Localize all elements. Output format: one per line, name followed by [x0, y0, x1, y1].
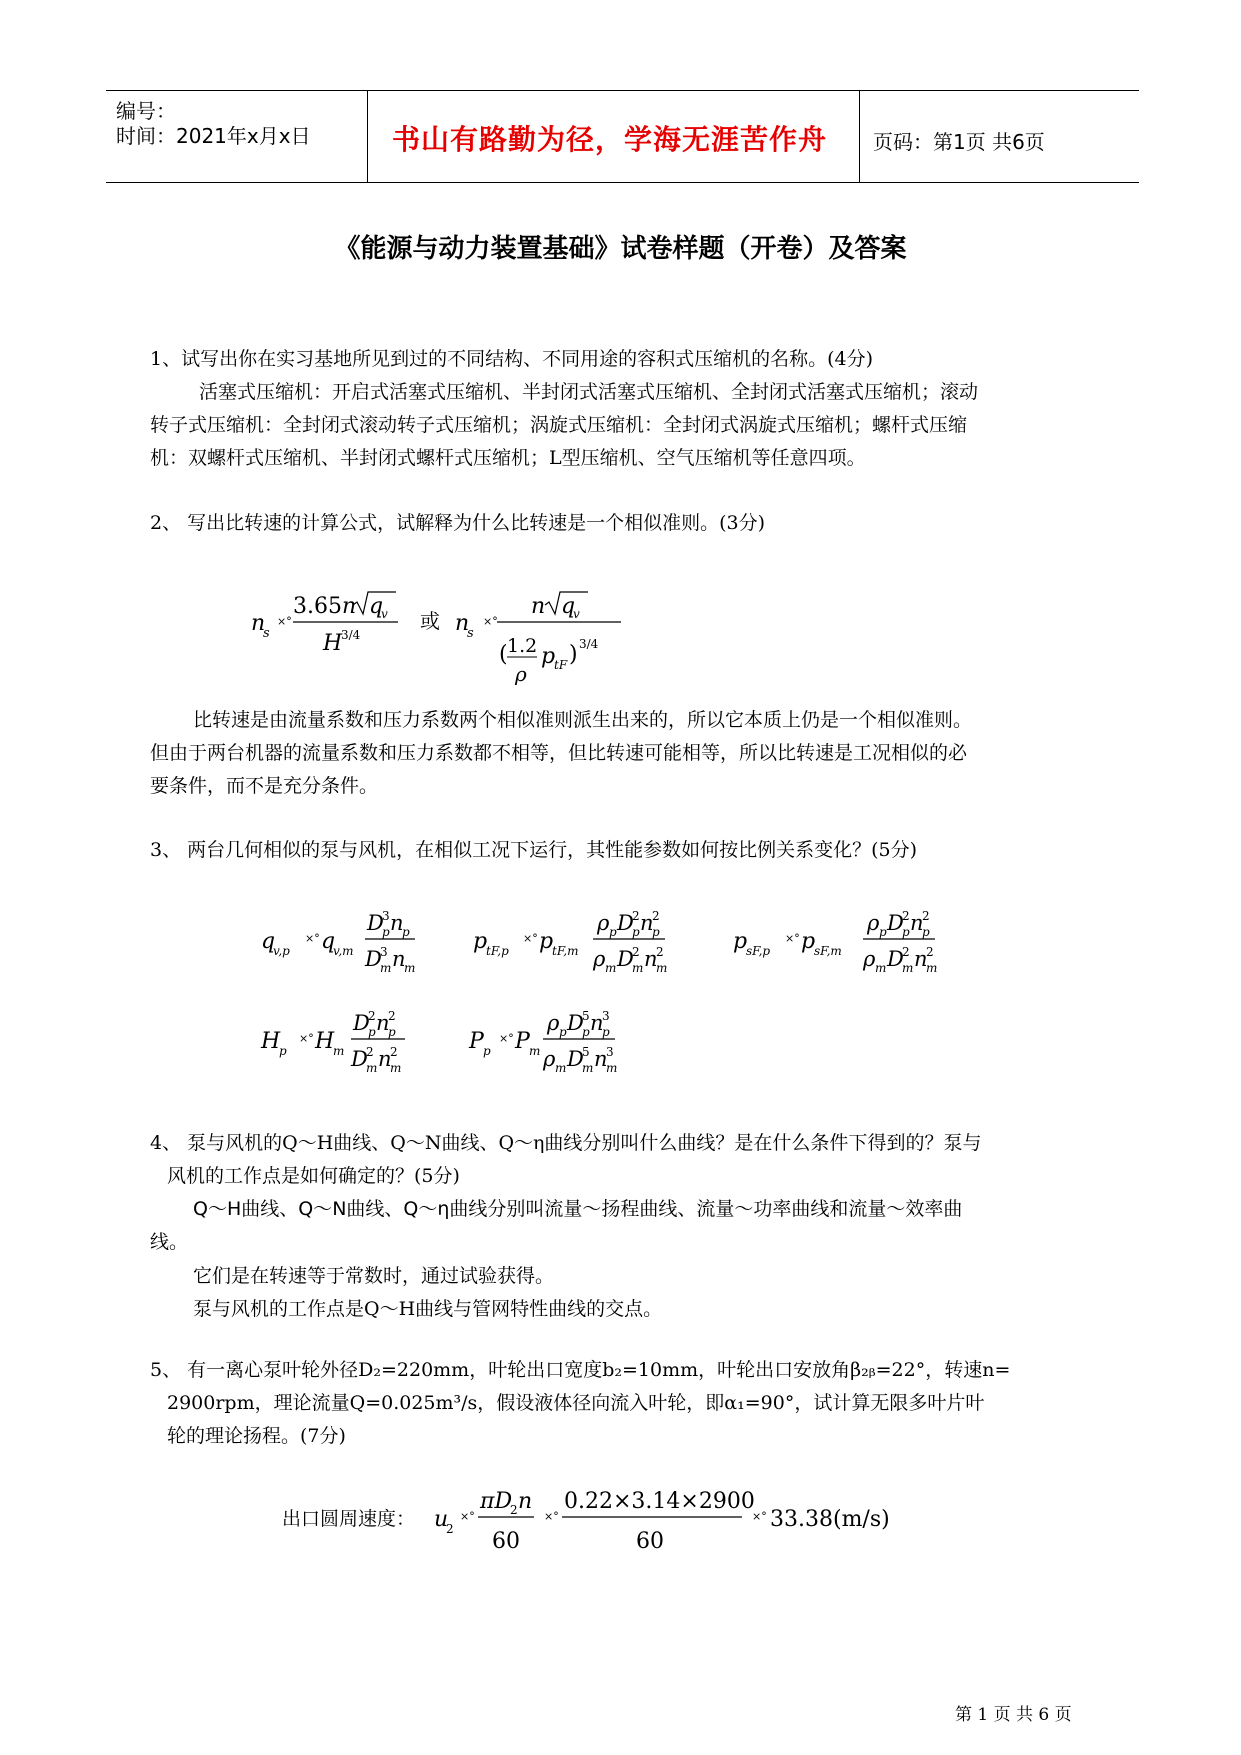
svg-text:v,m: v,m — [333, 944, 354, 958]
svg-text:3.65n: 3.65n — [293, 594, 357, 619]
svg-text:×°: ×° — [299, 1032, 314, 1045]
svg-text:2: 2 — [632, 909, 640, 923]
svg-text:n: n — [378, 1047, 392, 1071]
svg-text:m: m — [582, 1061, 594, 1075]
svg-text:D: D — [617, 911, 634, 935]
q4-answer-line-3: 它们是在转速等于常数时，通过试验获得。 — [193, 1265, 555, 1287]
svg-text:m: m — [404, 961, 416, 975]
svg-text:p: p — [632, 925, 640, 939]
svg-text:3: 3 — [382, 909, 390, 923]
svg-text:ρ: ρ — [547, 1011, 560, 1035]
svg-text:2: 2 — [652, 909, 660, 923]
q3-question: 3、 两台几何相似的泵与风机，在相似工况下运行，其性能参数如何按比例关系变化？(5分) — [150, 839, 918, 861]
svg-text:n: n — [590, 1011, 604, 1035]
svg-text:3: 3 — [606, 1045, 614, 1059]
svg-text:3: 3 — [602, 1009, 610, 1023]
svg-text:p: p — [382, 925, 390, 939]
svg-text:q: q — [561, 594, 576, 619]
svg-text:m: m — [380, 961, 392, 975]
svg-text:×°: ×° — [483, 615, 498, 628]
svg-text:D: D — [353, 1011, 370, 1035]
svg-text:m: m — [390, 1061, 402, 1075]
q1-answer-line-1: 活塞式压缩机：开启式活塞式压缩机、半封闭式活塞式压缩机、全封闭式活塞式压缩机；滚动 — [199, 381, 979, 403]
svg-text:n: n — [644, 947, 658, 971]
svg-text:n: n — [594, 1047, 608, 1071]
svg-text:p: p — [609, 925, 617, 939]
q5-answer-value: 33.38(m/s) — [770, 1507, 890, 1532]
svg-text:m: m — [606, 1061, 618, 1075]
svg-text:2: 2 — [926, 945, 934, 959]
svg-text:p: p — [582, 1025, 590, 1039]
svg-text:p: p — [402, 925, 410, 939]
svg-text:D: D — [367, 911, 384, 935]
svg-text:m: m — [333, 1044, 345, 1058]
svg-text:p: p — [279, 1044, 287, 1058]
page-footer: 第 1 页 共 6 页 — [955, 1705, 1072, 1725]
svg-text:p: p — [388, 1025, 396, 1039]
svg-text:p: p — [541, 644, 556, 669]
svg-text:m: m — [555, 1061, 567, 1075]
svg-text:p: p — [922, 925, 930, 939]
header-divider-left — [367, 90, 368, 183]
header-top-rule — [106, 90, 1139, 91]
q5-question-line-1: 5、 有一离心泵叶轮外径D₂=220mm，叶轮出口宽度b₂=10mm，叶轮出口安放角β₂ᵦ=22°，转速n= — [150, 1359, 1011, 1381]
svg-text:n: n — [390, 911, 404, 935]
svg-text:3/4: 3/4 — [341, 628, 361, 642]
svg-text:p: p — [473, 929, 488, 954]
svg-text:sF,m: sF,m — [814, 944, 842, 958]
svg-text:×°: ×° — [277, 615, 292, 628]
time-label: 时间：2021年x月x日 — [116, 124, 311, 148]
svg-text:H: H — [323, 631, 343, 656]
svg-text:ρ: ρ — [597, 911, 610, 935]
svg-text:P: P — [469, 1029, 484, 1054]
svg-text:sF,p: sF,p — [746, 944, 771, 958]
svg-text:D: D — [351, 1047, 368, 1071]
svg-text:×°: ×° — [499, 1032, 514, 1045]
svg-text:2: 2 — [446, 1522, 454, 1536]
q4-answer-line-1: Q～H曲线、Q～N曲线、Q～η曲线分别叫流量～扬程曲线、流量～功率曲线和流量～效率曲 — [193, 1198, 963, 1220]
svg-text:ρ: ρ — [863, 947, 876, 971]
svg-text:p: p — [879, 925, 887, 939]
svg-text:5: 5 — [582, 1009, 590, 1023]
svg-text:H: H — [315, 1029, 335, 1054]
svg-text:(: ( — [499, 642, 508, 667]
header-divider-right — [859, 90, 860, 183]
svg-text:p: p — [368, 1025, 376, 1039]
svg-text:n: n — [518, 1489, 533, 1514]
svg-text:tF,p: tF,p — [486, 944, 509, 958]
svg-text:n: n — [376, 1011, 390, 1035]
svg-text:0.22×3.14×2900: 0.22×3.14×2900 — [564, 1489, 755, 1514]
svg-text:p: p — [733, 929, 748, 954]
q4-question-line-1: 4、 泵与风机的Q～H曲线、Q～N曲线、Q～η曲线分别叫什么曲线？是在什么条件下得到的？泵与 — [150, 1132, 982, 1154]
svg-text:2: 2 — [902, 909, 910, 923]
svg-text:v,p: v,p — [273, 944, 290, 958]
svg-text:ρ: ρ — [515, 662, 527, 686]
svg-text:×°: ×° — [523, 932, 538, 945]
svg-text:60: 60 — [492, 1529, 520, 1554]
q2-or-text: 或 — [420, 609, 440, 633]
svg-text:q: q — [321, 929, 336, 954]
svg-text:ρ: ρ — [543, 1047, 556, 1071]
svg-text:p: p — [539, 929, 554, 954]
q4-answer-line-2: 线。 — [150, 1231, 189, 1253]
svg-text:2: 2 — [902, 945, 910, 959]
svg-text:n: n — [640, 911, 654, 935]
svg-text:p: p — [652, 925, 660, 939]
svg-text:tF: tF — [554, 658, 568, 672]
svg-text:πD: πD — [480, 1489, 513, 1514]
svg-text:×°: ×° — [460, 1510, 475, 1523]
svg-text:5: 5 — [582, 1045, 590, 1059]
svg-text:m: m — [366, 1061, 378, 1075]
svg-text:3/4: 3/4 — [579, 637, 599, 651]
svg-text:n: n — [914, 947, 928, 971]
svg-text:ρ: ρ — [867, 911, 880, 935]
svg-text:2: 2 — [388, 1009, 396, 1023]
svg-text:m: m — [926, 961, 938, 975]
svg-text:ρ: ρ — [593, 947, 606, 971]
svg-text:D: D — [887, 911, 904, 935]
svg-text:3: 3 — [380, 945, 388, 959]
svg-text:s: s — [263, 626, 270, 641]
svg-text:u: u — [434, 1507, 449, 1532]
svg-text:H: H — [261, 1029, 281, 1054]
svg-text:m: m — [875, 961, 887, 975]
svg-text:p: p — [902, 925, 910, 939]
q2-answer-line-2: 但由于两台机器的流量系数和压力系数都不相等，但比转速可能相等，所以比转速是工况相似的必 — [150, 742, 968, 764]
svg-text:2: 2 — [390, 1045, 398, 1059]
q3-similarity-formulas — [255, 900, 975, 1090]
svg-text:q: q — [369, 594, 384, 619]
svg-text:tF,m: tF,m — [552, 944, 579, 958]
svg-text:m: m — [605, 961, 617, 975]
page-number-label: 页码：第1页 共6页 — [873, 130, 1045, 154]
svg-text:2: 2 — [922, 909, 930, 923]
header-bottom-rule — [106, 182, 1139, 183]
svg-text:1.2: 1.2 — [507, 635, 538, 657]
svg-text:n: n — [251, 611, 266, 636]
svg-text:×°: ×° — [785, 932, 800, 945]
serial-number-label: 编号： — [116, 99, 176, 123]
svg-text:q: q — [261, 929, 276, 954]
svg-text:p: p — [559, 1025, 567, 1039]
svg-text:D: D — [887, 947, 904, 971]
svg-text:D: D — [567, 1011, 584, 1035]
q5-question-line-2: 2900rpm，理论流量Q=0.025m³/s，假设液体径向流入叶轮，即α₁=90°，试计算无限多叶片叶 — [167, 1392, 985, 1414]
q1-answer-line-3: 机：双螺杆式压缩机、半封闭式螺杆式压缩机；L型压缩机、空气压缩机等任意四项。 — [150, 447, 866, 469]
svg-text:s: s — [467, 626, 474, 641]
svg-text:2: 2 — [510, 1503, 518, 1517]
svg-text:): ) — [569, 642, 578, 667]
svg-text:p: p — [801, 929, 816, 954]
q2-specific-speed-formula — [245, 575, 645, 695]
svg-text:P: P — [515, 1029, 530, 1054]
q2-question: 2、 写出比转速的计算公式，试解释为什么比转速是一个相似准则。(3分) — [150, 512, 766, 534]
svg-text:m: m — [632, 961, 644, 975]
svg-text:×°: ×° — [752, 1510, 767, 1523]
svg-text:m: m — [656, 961, 668, 975]
svg-text:60: 60 — [636, 1529, 664, 1554]
q5-peripheral-speed-formula — [430, 1478, 910, 1568]
q5-question-line-3: 轮的理论扬程。(7分) — [167, 1425, 346, 1447]
svg-text:v: v — [381, 607, 388, 621]
svg-text:2: 2 — [632, 945, 640, 959]
svg-text:n: n — [392, 947, 406, 971]
svg-text:p: p — [602, 1025, 610, 1039]
q2-answer-line-1: 比转速是由流量系数和压力系数两个相似准则派生出来的，所以它本质上仍是一个相似准则。 — [193, 709, 973, 731]
svg-text:×°: ×° — [305, 932, 320, 945]
q4-answer-line-4: 泵与风机的工作点是Q～H曲线与管网特性曲线的交点。 — [193, 1298, 663, 1320]
svg-text:m: m — [902, 961, 914, 975]
svg-text:D: D — [617, 947, 634, 971]
header-motto: 书山有路勤为径，学海无涯苦作舟 — [392, 123, 828, 156]
svg-text:D: D — [567, 1047, 584, 1071]
page-title: 《能源与动力装置基础》试卷样题（开卷）及答案 — [334, 234, 907, 264]
svg-text:D: D — [365, 947, 382, 971]
q2-answer-line-3: 要条件，而不是充分条件。 — [150, 775, 379, 797]
svg-text:v: v — [573, 607, 580, 621]
svg-text:n: n — [910, 911, 924, 935]
svg-text:×°: ×° — [544, 1510, 559, 1523]
svg-text:m: m — [529, 1044, 541, 1058]
q5-answer-label: 出口圆周速度： — [282, 1508, 416, 1530]
svg-text:2: 2 — [656, 945, 664, 959]
svg-text:2: 2 — [366, 1045, 374, 1059]
svg-text:2: 2 — [368, 1009, 376, 1023]
q1-question: 1、试写出你在实习基地所见到过的不同结构、不同用途的容积式压缩机的名称。(4分) — [150, 348, 874, 370]
svg-text:p: p — [483, 1044, 491, 1058]
svg-text:n: n — [455, 611, 470, 636]
q4-question-line-2: 风机的工作点是如何确定的？(5分) — [167, 1165, 460, 1187]
q1-answer-line-2: 转子式压缩机：全封闭式滚动转子式压缩机；涡旋式压缩机：全封闭式涡旋式压缩机；螺杆式压缩 — [150, 414, 968, 436]
svg-text:n: n — [531, 594, 546, 619]
